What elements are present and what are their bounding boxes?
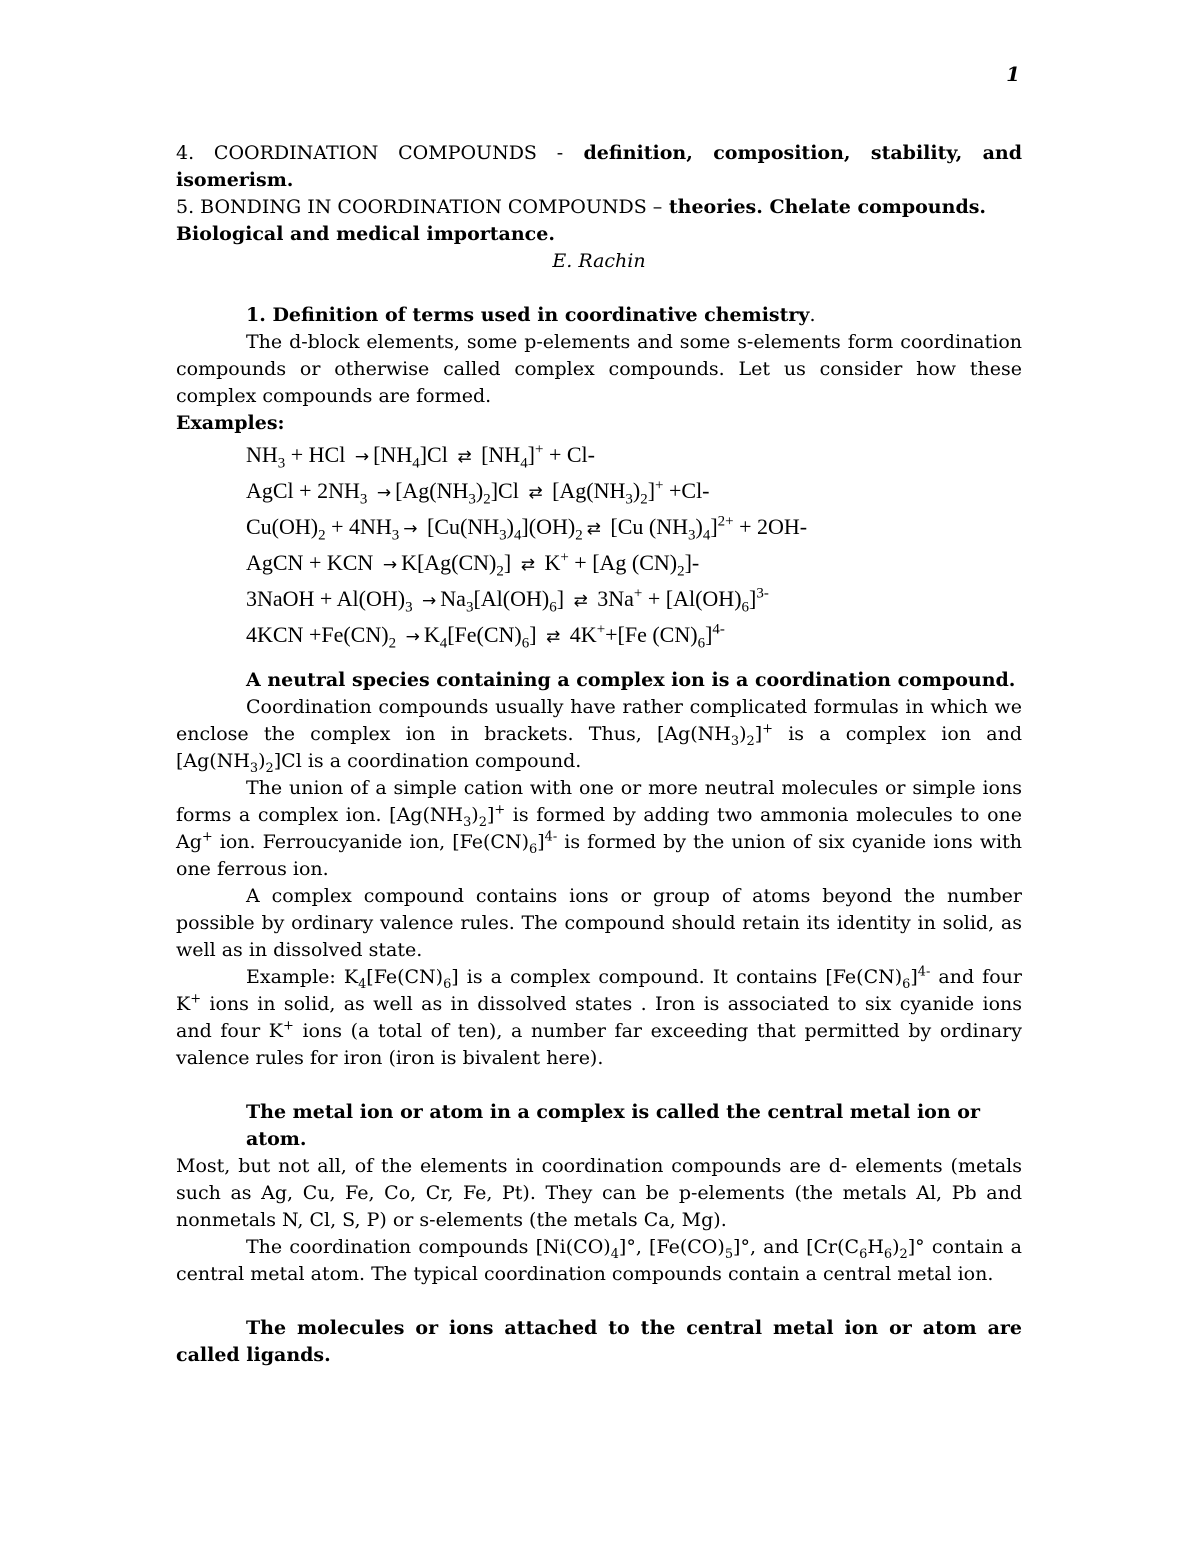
complex-compound-paragraph: A complex compound contains ions or group of atoms beyond the number possible by ordinary valence rules. The compound should retain its identity in solid, as well as in dissolved state. (176, 885, 1022, 961)
equation-1: $NH_3$ + HCl → $[NH_4]Cl$ ⇄ $[NH_4]^+ + Cl-$ (246, 441, 595, 472)
title-line-2-plain: 5. BONDING IN COORDINATION COMPOUNDS – (176, 196, 663, 218)
equilibrium-icon: ⇄ (457, 447, 472, 467)
arrow-icon: → (354, 447, 370, 467)
examples-label: Examples: (176, 412, 285, 434)
arrow-icon: → (376, 483, 392, 503)
equilibrium-icon: ⇄ (528, 483, 543, 503)
title-line-1-bold: definition, composition, stability, and isomerism. (176, 142, 1022, 191)
equation-3: $Cu(OH)_2 + 4NH_3 \to [Cu(NH_3)_4](OH)_2$ ⇄ [Cu $(NH_3)_4]^{2+} + 2OH-$ (246, 513, 808, 544)
section-1-heading-tail: . (809, 304, 816, 326)
section-1-heading (176, 302, 1022, 329)
section-1-heading-text: 1. Definition of terms used in coordinative chemistry (246, 304, 810, 326)
title-line-2-bold: theories. Chelate compounds. Biological and medical importance. (176, 196, 987, 245)
coordination-paragraph: Coordination compounds usually have rather complicated formulas in which we enclose the complex ion in brackets. Thus, $[Ag(NH_3)_2]^+$ is a complex ion and $[Ag(NH_3)_2]Cl$ is a coordination compound. (176, 696, 1022, 776)
arrow-icon: → (403, 519, 418, 539)
equation-5: 3NaOH + $Al(OH)_3 \to Na_3[Al(OH)_6]$ ⇄ $3Na^+ + [Al(OH)_6]^{3-}$ (246, 585, 769, 616)
equilibrium-icon: ⇄ (520, 555, 535, 575)
example-paragraph: Example: $K_4[Fe(CN)_6]$ is a complex compound. It contains $[Fe(CN)_6]^{4-}$ and four K+ ions in solid, as well as in dissolved states . Iron is associated to six cyanide ions and four K+ ions (a total of ten), a number far exceeding that permitted by ordinary valence rules for iron (iron is bivalent here). (176, 964, 1022, 1069)
coordination-compounds-paragraph: The coordination compounds $[Ni(CO)_4]^\circ$, $[Fe(CO)_5]^\circ$, and $[Cr(C_6H_6)_2]^\circ$ contain a central metal atom. The typical coordination compounds contain a central metal ion. (176, 1236, 1022, 1285)
title-line-1-plain: 4. COORDINATION COMPOUNDS - (176, 142, 564, 164)
equation-list (246, 437, 1022, 653)
title-line-2 (176, 194, 1022, 248)
document-body (176, 140, 1022, 1369)
elements-paragraph: Most, but not all, of the elements in coordination compounds are d- elements (metals such as Ag, Cu, Fe, Co, Cr, Fe, Pt). They can be p-elements (the metals Al, Pb and nonmetals N, Cl, S, P) or s-elements (the metals Ca, Mg). (176, 1155, 1022, 1231)
equilibrium-icon: ⇄ (573, 591, 588, 611)
title-line-1 (176, 140, 1022, 194)
central-metal-heading: The metal ion or atom in a complex is called the central metal ion or atom. (246, 1101, 980, 1150)
equilibrium-icon: ⇄ (546, 627, 561, 647)
arrow-icon: → (405, 627, 420, 647)
author: E. Rachin (552, 250, 646, 272)
ligands-heading: The molecules or ions attached to the central metal ion or atom are called ligands. (176, 1317, 1022, 1366)
equation-6: $4KCN +Fe(CN)_2 \to K_4[Fe(CN)_6]$ ⇄ 4K++[Fe $(CN)_6]^{4-}$ (246, 621, 725, 652)
equation-2: AgCl + $2NH_3 \to [Ag(NH_3)_2]Cl$ ⇄ $[Ag(NH_3)_2]^+ +Cl-$ (246, 477, 710, 508)
intro-paragraph: The d-block elements, some p-elements and some s-elements form coordination compounds or otherwise called complex compounds. Let us consider how these complex compounds are formed. (176, 331, 1022, 407)
arrow-icon: → (422, 591, 437, 611)
equilibrium-icon: ⇄ (586, 519, 601, 539)
equation-4: AgCN + KCN → $K[Ag(CN)_2]$ ⇄ K+ + [Ag $(CN)_2]-$ (246, 549, 700, 580)
page-number: 1 (1006, 62, 1020, 86)
arrow-icon: → (382, 555, 398, 575)
neutral-species-heading: A neutral species containing a complex ion is a coordination compound. (246, 669, 1016, 691)
union-paragraph: The union of a simple cation with one or more neutral molecules or simple ions forms a complex ion. $[Ag(NH_3)_2]^+$ is formed by adding two ammonia molecules to one Ag+ ion. Ferroucyanide ion, $[Fe(CN)_6]^{4-}$ is formed by the union of six cyanide ions with one ferrous ion. (176, 777, 1022, 880)
